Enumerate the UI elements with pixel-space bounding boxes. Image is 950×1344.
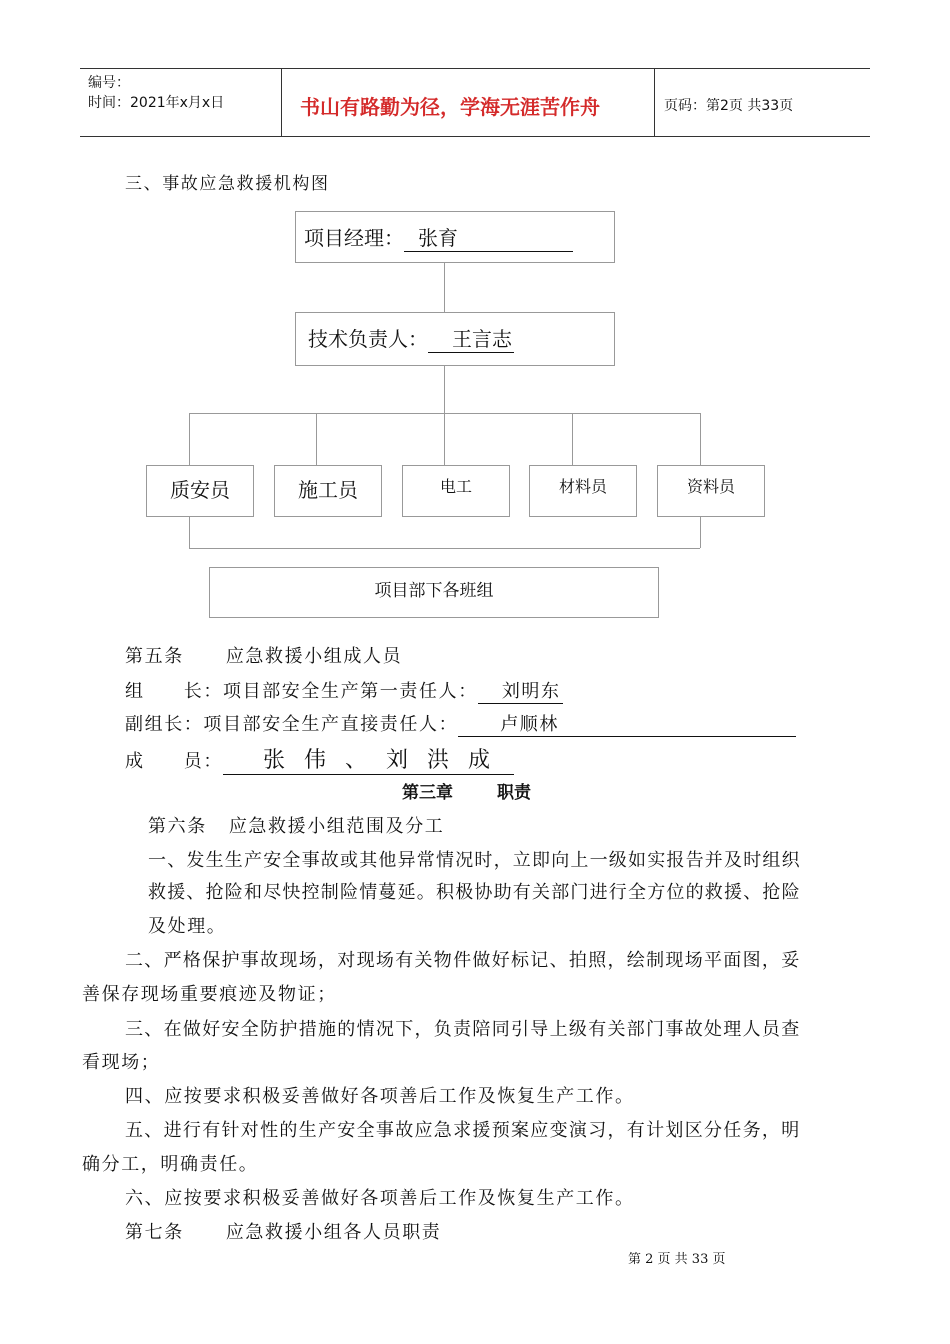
chapter-heading — [402, 778, 531, 803]
header-page-cell — [654, 69, 870, 136]
header-meta-cell — [80, 69, 281, 136]
role-label: 资料员 — [686, 477, 735, 496]
org-connector — [444, 365, 445, 413]
org-connector — [444, 413, 445, 465]
org-connector — [444, 262, 445, 312]
org-box-role — [529, 465, 637, 517]
header-page-info: 页码：第2页 共33页 — [664, 98, 794, 114]
article7-text: 应急救援小组各人员职责 — [225, 1222, 442, 1243]
paragraph-line: 善保存现场重要痕迹及物证； — [82, 984, 337, 1005]
section-title: 三、事故应急救援机构图 — [125, 174, 330, 194]
tech-name: 王言志 — [428, 323, 514, 353]
org-connector — [700, 413, 701, 465]
org-box-role — [402, 465, 510, 517]
chapter-title: 职责 — [497, 783, 531, 803]
page-footer: 第 2 页 共 33 页 — [628, 1252, 726, 1267]
role-label: 电工 — [439, 477, 472, 496]
role-label: 施工员 — [298, 478, 358, 502]
members-names: 张 伟 、 刘 洪 成 — [223, 743, 514, 775]
paragraph-line: 五、进行有针对性的生产安全事故应急求援预案应变演习，有计划区分任务，明 — [125, 1120, 801, 1141]
members-line — [125, 743, 514, 775]
header-motto: 书山有路勤为径，学海无涯苦作舟 — [300, 95, 600, 119]
deputy-line — [125, 710, 796, 737]
doc-number-label: 编号： — [88, 75, 130, 91]
teams-label: 项目部下各班组 — [374, 581, 494, 601]
paragraph-line: 救援、抢险和尽快控制险情蔓延。积极协助有关部门进行全方位的救援、抢险 — [148, 882, 801, 903]
org-box-role — [657, 465, 765, 517]
org-connector — [572, 413, 573, 465]
page-header — [80, 68, 870, 137]
paragraph-line: 二、严格保护事故现场，对现场有关物件做好标记、拍照，绘制现场平面图，妥 — [125, 950, 801, 971]
leader-name: 刘明东 — [478, 677, 563, 704]
org-connector — [189, 413, 190, 465]
org-box-role — [274, 465, 382, 517]
deputy-label: 副组长：项目部安全生产直接责任人： — [125, 714, 459, 735]
org-connector — [189, 516, 190, 548]
chapter-num: 第三章 — [402, 783, 453, 803]
role-label: 质安员 — [170, 478, 230, 502]
article7-heading — [125, 1218, 441, 1244]
article7-title: 第七条 — [125, 1222, 184, 1243]
leader-line — [125, 677, 563, 704]
org-box-role — [146, 465, 254, 517]
paragraph-line: 六、应按要求积极妥善做好各项善后工作及恢复生产工作。 — [125, 1188, 635, 1209]
article6-heading — [148, 812, 444, 838]
org-connector — [316, 413, 317, 465]
tech-label: 技术负责人： — [308, 327, 428, 351]
paragraph-line: 三、在做好安全防护措施的情况下，负责陪同引导上级有关部门事故处理人员查 — [125, 1019, 801, 1040]
org-connector — [189, 548, 700, 549]
paragraph-line: 看现场； — [82, 1052, 161, 1073]
org-box-manager — [295, 211, 615, 263]
org-box-teams — [209, 567, 659, 618]
manager-name: 张育 — [404, 222, 573, 252]
paragraph-line: 及处理。 — [148, 916, 227, 937]
paragraph-line: 四、应按要求积极妥善做好各项善后工作及恢复生产工作。 — [125, 1086, 635, 1107]
article5-title: 第五条 — [125, 646, 184, 667]
header-motto-cell — [281, 69, 655, 136]
article6-title: 第六条 — [148, 816, 207, 837]
paragraph-line: 一、发生生产安全事故或其他异常情况时，立即向上一级如实报告并及时组织 — [148, 850, 801, 871]
manager-label: 项目经理： — [304, 226, 404, 250]
deputy-name: 卢顺林 — [458, 710, 796, 737]
doc-time-label: 时间：2021年x月x日 — [88, 95, 225, 111]
leader-label: 组 长：项目部安全生产第一责任人： — [125, 681, 478, 702]
role-label: 材料员 — [558, 477, 607, 496]
paragraph-line: 确分工，明确责任。 — [82, 1154, 259, 1175]
article6-text: 应急救援小组范围及分工 — [228, 816, 445, 837]
org-box-tech — [295, 312, 615, 366]
members-label: 成 员： — [125, 751, 223, 772]
org-connector — [700, 516, 701, 548]
article5-heading — [125, 642, 402, 668]
article5-text: 应急救援小组成人员 — [225, 646, 403, 667]
